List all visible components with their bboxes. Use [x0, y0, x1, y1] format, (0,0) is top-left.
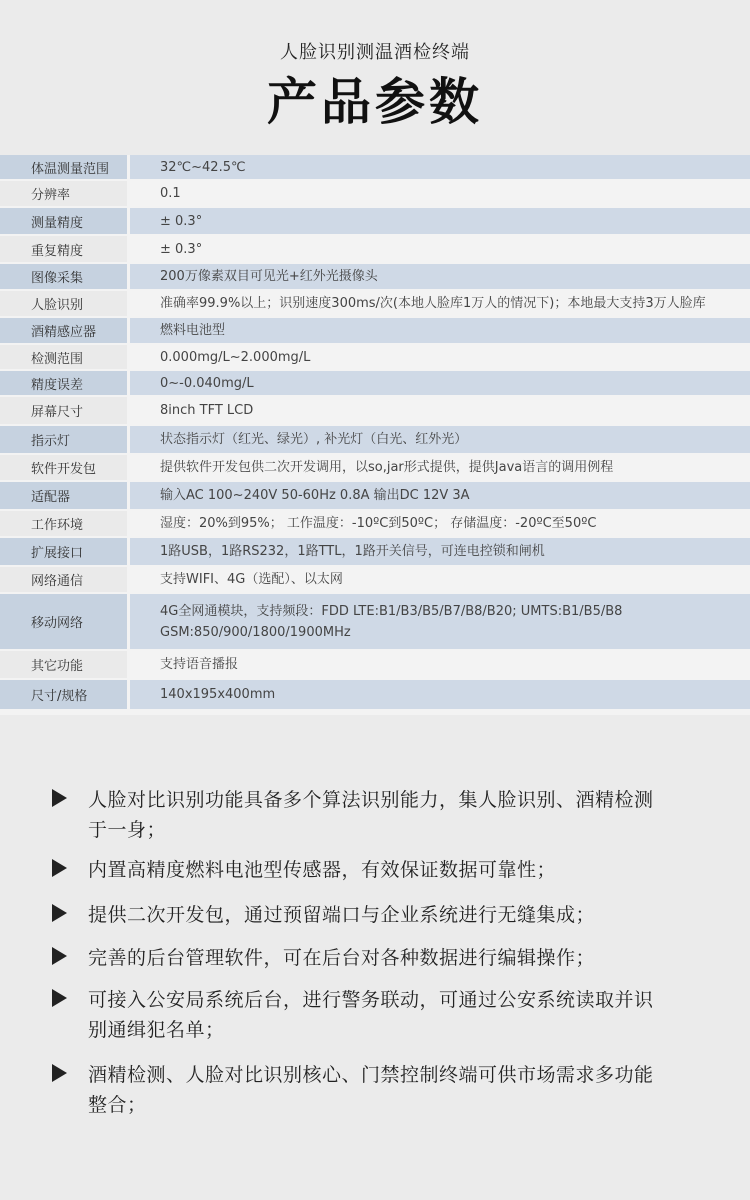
- spec-value-line: 0.1: [160, 186, 181, 201]
- spec-value-line: 0~-0.040mg/L: [160, 375, 254, 391]
- spec-value: [130, 567, 750, 592]
- spec-value-line: 支持语音播报: [160, 657, 239, 672]
- spec-value-line: 8inch TFT LCD: [160, 403, 254, 418]
- spec-label: 软件开发包: [0, 455, 127, 480]
- spec-row: [0, 264, 750, 289]
- feature-item: [52, 855, 692, 885]
- spec-label: 适配器: [0, 482, 127, 509]
- spec-row: [0, 181, 750, 206]
- spec-row: [0, 594, 750, 649]
- spec-value: [130, 651, 750, 678]
- spec-value: [130, 397, 750, 424]
- spec-value-line: GSM:850/900/1800/1900MHz: [160, 624, 351, 640]
- spec-value-line: 0.000mg/L~2.000mg/L: [160, 349, 311, 365]
- spec-label: 体温测量范围: [0, 155, 127, 179]
- spec-value-line: 燃料电池型: [160, 323, 226, 338]
- spec-value: [130, 345, 750, 369]
- spec-value: [130, 680, 750, 709]
- spec-value-line: ± 0.3°: [160, 213, 203, 229]
- spec-value: [130, 264, 750, 289]
- spec-row: [0, 455, 750, 480]
- feature-item: [52, 900, 692, 930]
- spec-value: [130, 291, 750, 316]
- spec-label: 网络通信: [0, 567, 127, 592]
- spec-value-line: ± 0.3°: [160, 241, 203, 257]
- feature-item: [52, 1060, 692, 1120]
- triangle-bullet-icon: [52, 1064, 67, 1082]
- spec-label: 扩展接口: [0, 538, 127, 565]
- spec-row: [0, 426, 750, 453]
- spec-value: [130, 236, 750, 262]
- feature-text: 人脸对比识别功能具备多个算法识别能力，集人脸识别、酒精检测于一身；: [88, 789, 654, 841]
- spec-row: [0, 291, 750, 316]
- triangle-bullet-icon: [52, 989, 67, 1007]
- spec-value: [130, 455, 750, 480]
- feature-text: 提供二次开发包，通过预留端口与企业系统进行无缝集成；: [88, 904, 596, 926]
- spec-value: [130, 208, 750, 234]
- spec-value: [130, 318, 750, 343]
- spec-value-line: 湿度：20%到95%； 工作温度：-10ºC到50ºC； 存储温度：-20ºC至50ºC: [160, 516, 597, 531]
- spec-value-line: 32℃~42.5℃: [160, 159, 246, 175]
- spec-row: [0, 651, 750, 678]
- spec-row: [0, 155, 750, 179]
- feature-item: [52, 985, 692, 1045]
- spec-row: [0, 680, 750, 709]
- spec-label: 测量精度: [0, 208, 127, 234]
- feature-text: 完善的后台管理软件，可在后台对各种数据进行编辑操作；: [88, 947, 596, 969]
- spec-label: 移动网络: [0, 594, 127, 649]
- spec-label: 精度误差: [0, 371, 127, 395]
- product-name: 人脸识别测温酒检终端: [280, 42, 470, 63]
- spec-value-line: 输入AC 100~240V 50-60Hz 0.8A 输出DC 12V 3A: [160, 488, 470, 503]
- spec-row: [0, 371, 750, 395]
- spec-row: [0, 567, 750, 592]
- page-header: [0, 0, 750, 155]
- spec-value-line: 200万像素双目可见光+红外光摄像头: [160, 269, 378, 284]
- spec-row: [0, 511, 750, 536]
- spec-row: [0, 345, 750, 369]
- feature-item: [52, 943, 692, 973]
- feature-text: 可接入公安局系统后台，进行警务联动，可通过公安系统读取并识别通缉犯名单；: [88, 989, 654, 1041]
- feature-text: 内置高精度燃料电池型传感器，有效保证数据可靠性；: [88, 859, 557, 881]
- page-title: 产品参数: [267, 73, 483, 131]
- feature-text: 酒精检测、人脸对比识别核心、门禁控制终端可供市场需求多功能整合；: [88, 1064, 654, 1116]
- spec-value-line: 4G全网通模块，支持频段：FDD LTE:B1/B3/B5/B7/B8/B20; UMTS:B1/B5/B8: [160, 603, 623, 619]
- spec-value-line: 1路USB，1路RS232，1路TTL，1路开关信号，可连电控锁和闸机: [160, 544, 545, 559]
- spec-value-line: 140x195x400mm: [160, 687, 276, 702]
- spec-label: 分辨率: [0, 181, 127, 206]
- spec-label: 酒精感应器: [0, 318, 127, 343]
- spec-value-line: 状态指示灯（红光、绿光）, 补光灯（白光、红外光）: [160, 432, 468, 447]
- spec-row: [0, 318, 750, 343]
- spec-value: [130, 594, 750, 649]
- spec-value-line: 提供软件开发包供二次开发调用，以so,jar形式提供，提供Java语言的调用例程: [160, 460, 614, 475]
- spec-row: [0, 208, 750, 234]
- spec-value: [130, 181, 750, 206]
- spec-value: [130, 482, 750, 509]
- spec-value: [130, 371, 750, 395]
- spec-row: [0, 538, 750, 565]
- spec-label: 重复精度: [0, 236, 127, 262]
- spec-value: [130, 426, 750, 453]
- triangle-bullet-icon: [52, 859, 67, 877]
- spec-label: 检测范围: [0, 345, 127, 369]
- spec-label: 屏幕尺寸: [0, 397, 127, 424]
- spec-value: [130, 511, 750, 536]
- feature-list: [0, 715, 750, 1200]
- spec-table: [0, 155, 750, 715]
- triangle-bullet-icon: [52, 789, 67, 807]
- spec-label: 指示灯: [0, 426, 127, 453]
- spec-row: [0, 236, 750, 262]
- spec-label: 其它功能: [0, 651, 127, 678]
- spec-row: [0, 397, 750, 424]
- spec-value-line: 准确率99.9%以上；识别速度300ms/次(本地人脸库1万人的情况下)；本地最大支持3万人脸库: [160, 296, 706, 311]
- spec-label: 工作环境: [0, 511, 127, 536]
- feature-item: [52, 785, 692, 845]
- spec-label: 人脸识别: [0, 291, 127, 316]
- spec-value: [130, 155, 750, 179]
- spec-value: [130, 538, 750, 565]
- spec-row: [0, 482, 750, 509]
- spec-label: 图像采集: [0, 264, 127, 289]
- spec-value-line: 支持WIFI、4G（选配）、以太网: [160, 572, 343, 587]
- spec-label: 尺寸/规格: [0, 680, 127, 709]
- triangle-bullet-icon: [52, 947, 67, 965]
- triangle-bullet-icon: [52, 904, 67, 922]
